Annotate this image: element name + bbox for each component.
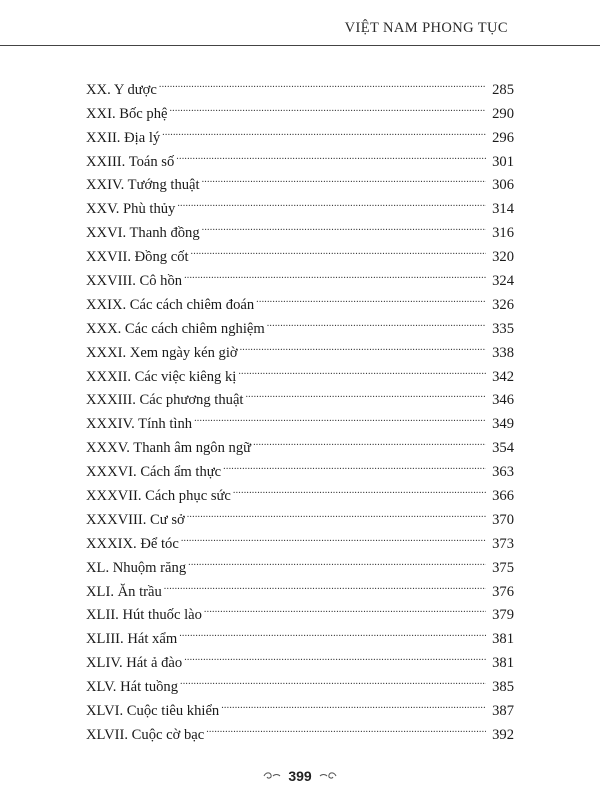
page-footer — [0, 768, 600, 784]
toc-entry-title: XXXVII. Cách phục sức — [86, 488, 231, 505]
toc-dot-leader — [194, 404, 486, 428]
toc-dot-leader — [176, 142, 486, 166]
scroll-ornament-left-icon — [262, 771, 282, 781]
toc-entry-page: 387 — [492, 703, 514, 720]
toc-entry — [86, 70, 514, 98]
toc-dot-leader — [240, 333, 486, 357]
toc-entry-title: XXXIX. Để tóc — [86, 535, 179, 552]
toc-dot-leader — [202, 213, 486, 237]
toc-entry-page: 324 — [492, 273, 514, 290]
toc-entry-title: XX. Y dược — [86, 81, 157, 98]
toc-dot-leader — [164, 572, 486, 596]
toc-entry-page: 373 — [492, 535, 514, 552]
toc-dot-leader — [188, 548, 486, 572]
toc-entry-title: XXVII. Đồng cốt — [86, 249, 189, 266]
toc-entry-title: XLIII. Hát xẩm — [86, 631, 178, 648]
toc-dot-leader — [221, 691, 486, 715]
toc-entry-page: 314 — [492, 201, 514, 218]
toc-entry-page: 338 — [492, 344, 514, 361]
toc-entry-page: 381 — [492, 655, 514, 672]
toc-entry-page: 381 — [492, 631, 514, 648]
toc-entry-page: 376 — [492, 583, 514, 600]
toc-entry-title: XLII. Hút thuốc lào — [86, 607, 202, 624]
toc-entry-page: 320 — [492, 249, 514, 266]
toc-dot-leader — [187, 500, 486, 524]
toc-dot-leader — [233, 476, 486, 500]
toc-dot-leader — [179, 619, 486, 643]
toc-entry-title: XXXVI. Cách ẩm thực — [86, 464, 222, 481]
toc-dot-leader — [191, 237, 486, 261]
toc-entry-page: 379 — [492, 607, 514, 624]
toc-dot-leader — [223, 452, 486, 476]
toc-entry-title: XXIII. Toán số — [86, 153, 175, 170]
toc-entry-title: XXXIV. Tính tình — [86, 416, 193, 433]
toc-entry-title: XXXVIII. Cư sở — [86, 511, 185, 528]
toc-entry-title: XXXI. Xem ngày kén giờ — [86, 344, 238, 361]
toc-dot-leader — [238, 357, 486, 381]
header-rule — [0, 45, 600, 46]
toc-entry-title: XXXV. Thanh âm ngôn ngữ — [86, 440, 252, 457]
toc-entry-page: 335 — [492, 320, 514, 337]
toc-dot-leader — [206, 715, 486, 739]
toc-entry-page: 346 — [492, 392, 514, 409]
toc-entry-title: XLIV. Hát ả đào — [86, 655, 183, 672]
toc-entry-page: 363 — [492, 464, 514, 481]
toc-dot-leader — [245, 381, 486, 405]
toc-entry-title: XXXIII. Các phương thuật — [86, 392, 244, 409]
toc-dot-leader — [267, 309, 486, 333]
toc-entry-title: XXXII. Các việc kiêng kị — [86, 368, 237, 385]
toc-dot-leader — [162, 118, 486, 142]
table-of-contents — [86, 70, 514, 743]
toc-entry-title: XXII. Địa lý — [86, 129, 161, 146]
toc-entry-title: XXIV. Tướng thuật — [86, 177, 200, 194]
toc-entry-page: 296 — [492, 129, 514, 146]
toc-entry-page: 290 — [492, 105, 514, 122]
scroll-ornament-right-icon — [318, 771, 338, 781]
toc-dot-leader — [169, 94, 486, 118]
toc-dot-leader — [253, 428, 486, 452]
toc-entry-title: XLVII. Cuộc cờ bạc — [86, 726, 205, 743]
toc-entry-page: 342 — [492, 368, 514, 385]
toc-dot-leader — [180, 667, 486, 691]
toc-entry-title: XLI. Ăn trầu — [86, 583, 162, 600]
toc-dot-leader — [159, 70, 486, 94]
toc-entry-title: XXVI. Thanh đồng — [86, 225, 200, 242]
toc-dot-leader — [184, 261, 486, 285]
toc-entry-page: 370 — [492, 511, 514, 528]
toc-entry-title: XXVIII. Cô hồn — [86, 273, 183, 290]
toc-entry-title: XXX. Các cách chiêm nghiệm — [86, 320, 265, 337]
toc-entry-page: 392 — [492, 726, 514, 743]
toc-dot-leader — [202, 166, 486, 190]
toc-entry-page: 354 — [492, 440, 514, 457]
page-number: 399 — [288, 768, 312, 784]
toc-dot-leader — [181, 524, 486, 548]
toc-dot-leader — [184, 643, 486, 667]
toc-entry-title: XL. Nhuộm răng — [86, 559, 187, 576]
toc-dot-leader — [177, 189, 486, 213]
toc-dot-leader — [256, 285, 486, 309]
toc-entry-title: XXIX. Các cách chiêm đoán — [86, 296, 255, 313]
toc-entry-page: 375 — [492, 559, 514, 576]
toc-entry-page: 366 — [492, 488, 514, 505]
running-header: VIỆT NAM PHONG TỤC — [344, 20, 508, 36]
toc-entry-page: 316 — [492, 225, 514, 242]
toc-entry-page: 326 — [492, 296, 514, 313]
toc-entry-page: 385 — [492, 679, 514, 696]
toc-entry-page: 349 — [492, 416, 514, 433]
toc-entry-title: XLVI. Cuộc tiêu khiển — [86, 703, 220, 720]
toc-entry-page: 285 — [492, 81, 514, 98]
toc-entry-title: XXV. Phù thủy — [86, 201, 176, 218]
toc-entry-page: 306 — [492, 177, 514, 194]
toc-dot-leader — [204, 596, 486, 620]
toc-entry-title: XLV. Hát tuồng — [86, 679, 179, 696]
toc-entry-page: 301 — [492, 153, 514, 170]
toc-entry-title: XXI. Bốc phệ — [86, 105, 168, 122]
